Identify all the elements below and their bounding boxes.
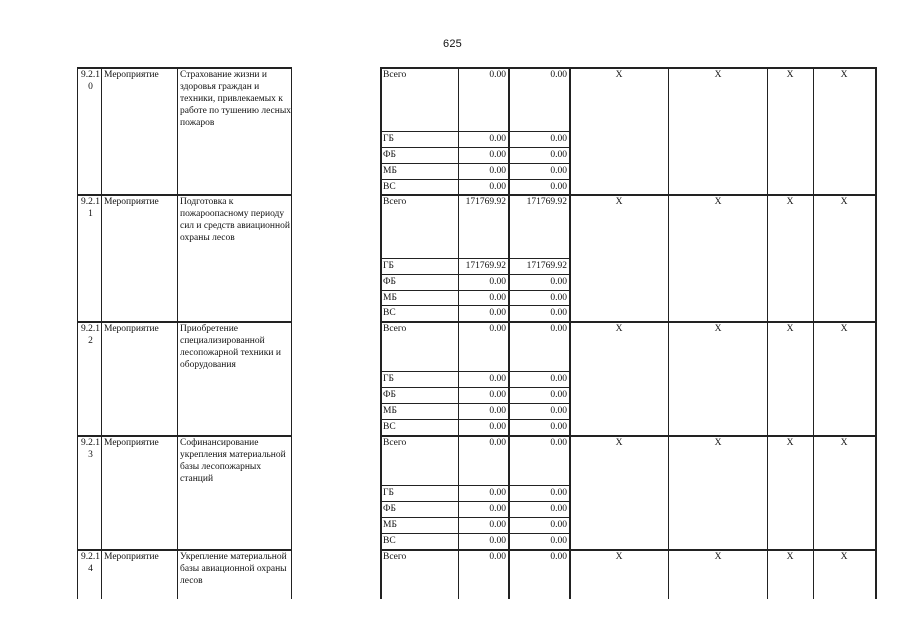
funding-value-1: 0.00 xyxy=(489,536,506,546)
subrow-separator xyxy=(380,305,570,306)
mark-x: Х xyxy=(840,552,848,562)
page-number: 625 xyxy=(443,38,462,50)
subrow-separator xyxy=(380,371,570,372)
mark-x: Х xyxy=(840,197,848,207)
row-number: 9.2.1 1 xyxy=(81,197,100,219)
funding-source: ГБ xyxy=(383,488,394,498)
subrow-separator xyxy=(380,131,570,132)
subrow-separator xyxy=(380,517,570,518)
subrow-separator xyxy=(380,403,570,404)
subrow-separator xyxy=(380,533,570,534)
funding-value-1: 0.00 xyxy=(489,422,506,432)
funding-value-2: 0.00 xyxy=(550,374,567,384)
mark-x: Х xyxy=(615,70,623,80)
funding-source: ФБ xyxy=(383,390,396,400)
mark-x: Х xyxy=(714,552,722,562)
grid-line-vertical xyxy=(875,67,877,599)
subrow-separator xyxy=(380,274,570,275)
funding-value-1: 0.00 xyxy=(489,488,506,498)
mark-x: Х xyxy=(786,438,794,448)
funding-value-2: 0.00 xyxy=(550,308,567,318)
row-number: 9.2.1 0 xyxy=(81,70,100,92)
subrow-separator xyxy=(380,387,570,388)
subrow-separator xyxy=(380,485,570,486)
funding-value-1: 0.00 xyxy=(489,552,506,562)
funding-value-2: 171769.92 xyxy=(526,261,567,271)
mark-x: Х xyxy=(786,552,794,562)
grid-line-vertical xyxy=(767,67,768,599)
funding-value-1: 171769.92 xyxy=(465,197,506,207)
funding-value-1: 0.00 xyxy=(489,134,506,144)
funding-value-2: 0.00 xyxy=(550,536,567,546)
funding-value-2: 0.00 xyxy=(550,552,567,562)
funding-value-1: 0.00 xyxy=(489,438,506,448)
funding-value-2: 0.00 xyxy=(550,134,567,144)
funding-value-1: 0.00 xyxy=(489,520,506,530)
funding-value-1: 0.00 xyxy=(489,70,506,80)
row-type: Мероприятие xyxy=(104,197,159,207)
funding-source: ВС xyxy=(383,182,396,192)
funding-value-2: 0.00 xyxy=(550,293,567,303)
funding-value-1: 0.00 xyxy=(489,277,506,287)
funding-value-1: 0.00 xyxy=(489,166,506,176)
funding-source: ФБ xyxy=(383,504,396,514)
row-number: 9.2.1 4 xyxy=(81,552,100,574)
funding-source: МБ xyxy=(383,406,397,416)
funding-value-1: 0.00 xyxy=(489,374,506,384)
funding-value-1: 0.00 xyxy=(489,324,506,334)
funding-source: ФБ xyxy=(383,150,396,160)
funding-source: ГБ xyxy=(383,261,394,271)
mark-x: Х xyxy=(714,197,722,207)
funding-value-1: 0.00 xyxy=(489,390,506,400)
row-number: 9.2.1 3 xyxy=(81,438,100,460)
funding-source: Всего xyxy=(383,197,407,207)
mark-x: Х xyxy=(786,70,794,80)
funding-source: МБ xyxy=(383,520,397,530)
funding-value-2: 0.00 xyxy=(550,150,567,160)
funding-source: ФБ xyxy=(383,277,396,287)
subrow-separator xyxy=(380,258,570,259)
funding-value-2: 0.00 xyxy=(550,324,567,334)
subrow-separator xyxy=(380,179,570,180)
mark-x: Х xyxy=(786,324,794,334)
funding-value-1: 0.00 xyxy=(489,406,506,416)
funding-source: Всего xyxy=(383,70,407,80)
funding-value-2: 0.00 xyxy=(550,422,567,432)
mark-x: Х xyxy=(840,70,848,80)
subrow-separator xyxy=(380,501,570,502)
mark-x: Х xyxy=(840,324,848,334)
grid-line-vertical xyxy=(813,67,814,599)
funding-value-2: 0.00 xyxy=(550,182,567,192)
funding-value-1: 0.00 xyxy=(489,293,506,303)
grid-line-vertical xyxy=(291,67,292,599)
mark-x: Х xyxy=(615,324,623,334)
row-type: Мероприятие xyxy=(104,70,159,80)
mark-x: Х xyxy=(786,197,794,207)
row-type: Мероприятие xyxy=(104,552,159,562)
funding-source: ВС xyxy=(383,308,396,318)
row-description: Страхование жизни и здоровья граждан и техники, привлекаемых к работе по тушению лесных пожаров xyxy=(180,70,291,128)
row-type: Мероприятие xyxy=(104,438,159,448)
subrow-separator xyxy=(380,290,570,291)
funding-value-1: 171769.92 xyxy=(465,261,506,271)
row-description: Подготовка к пожароопасному периоду сил и средств авиационной охраны лесов xyxy=(180,197,290,243)
funding-source: Всего xyxy=(383,324,407,334)
funding-value-2: 0.00 xyxy=(550,406,567,416)
row-number: 9.2.1 2 xyxy=(81,324,100,346)
funding-source: ВС xyxy=(383,536,396,546)
funding-value-2: 0.00 xyxy=(550,504,567,514)
subrow-separator xyxy=(380,147,570,148)
funding-value-2: 171769.92 xyxy=(526,197,567,207)
funding-source: ГБ xyxy=(383,374,394,384)
funding-value-2: 0.00 xyxy=(550,390,567,400)
row-type: Мероприятие xyxy=(104,324,159,334)
mark-x: Х xyxy=(615,438,623,448)
funding-source: ГБ xyxy=(383,134,394,144)
funding-value-1: 0.00 xyxy=(489,504,506,514)
mark-x: Х xyxy=(615,197,623,207)
row-description: Укрепление материальной базы авиационной охраны лесов xyxy=(180,552,287,586)
funding-source: Всего xyxy=(383,552,407,562)
funding-value-2: 0.00 xyxy=(550,277,567,287)
mark-x: Х xyxy=(714,438,722,448)
funding-source: Всего xyxy=(383,438,407,448)
subrow-separator xyxy=(380,163,570,164)
funding-source: ВС xyxy=(383,422,396,432)
row-description: Софинансирование укрепления материальной базы лесопожарных станций xyxy=(180,438,286,484)
mark-x: Х xyxy=(714,70,722,80)
funding-value-1: 0.00 xyxy=(489,308,506,318)
funding-value-2: 0.00 xyxy=(550,488,567,498)
funding-value-2: 0.00 xyxy=(550,438,567,448)
mark-x: Х xyxy=(615,552,623,562)
funding-value-2: 0.00 xyxy=(550,520,567,530)
funding-value-1: 0.00 xyxy=(489,150,506,160)
funding-value-1: 0.00 xyxy=(489,182,506,192)
row-description: Приобретение специализированной лесопожарной техники и оборудования xyxy=(180,324,281,370)
subrow-separator xyxy=(380,419,570,420)
grid-line-vertical xyxy=(668,67,669,599)
funding-source: МБ xyxy=(383,166,397,176)
mark-x: Х xyxy=(714,324,722,334)
funding-value-2: 0.00 xyxy=(550,166,567,176)
funding-source: МБ xyxy=(383,293,397,303)
funding-value-2: 0.00 xyxy=(550,70,567,80)
mark-x: Х xyxy=(840,438,848,448)
